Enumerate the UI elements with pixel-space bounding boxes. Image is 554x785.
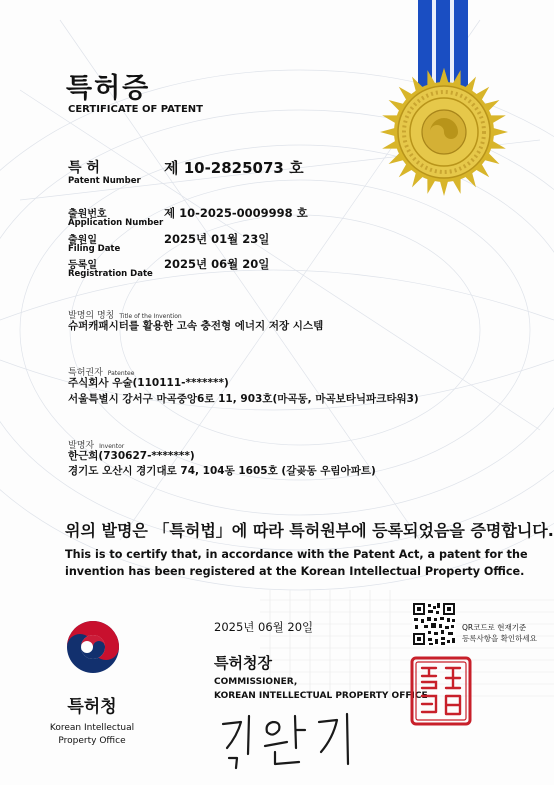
qr-code-icon[interactable] <box>412 602 456 646</box>
signature-image <box>215 708 365 770</box>
patent-label: 특 허 <box>68 160 100 176</box>
statement-en-line1: This is to certify that, in accordance with the Patent Act, a patent for the <box>65 548 528 561</box>
commissioner-title: 특허청장 <box>214 654 272 672</box>
office-name: 특허청 <box>67 697 117 717</box>
invention-label-en: Title of the Invention <box>119 313 182 320</box>
inventor-label: 발명자 <box>68 441 95 451</box>
application-label-en: Application Number <box>68 218 164 228</box>
certification-statement-en <box>65 546 528 580</box>
qr-note <box>462 622 537 644</box>
issue-date: 2025년 06월 20일 <box>214 620 314 634</box>
patentee-address: 서울특별시 강서구 마곡중앙6로 11, 903호(마곡동, 마곡보타닉파크타워3) <box>68 393 419 405</box>
patentee-label-en: Patentee <box>107 370 135 377</box>
application-number: 제 10-2025-0009998 호 <box>164 206 308 220</box>
filing-label-en: Filing Date <box>68 244 121 254</box>
certificate-title-en: CERTIFICATE OF PATENT <box>68 104 203 115</box>
patentee-name: 주식회사 우술(110111-*******) <box>68 377 229 389</box>
patentee-label: 특허권자 <box>68 368 103 378</box>
patent-label-en: Patent Number <box>68 176 141 186</box>
commissioner-title-en <box>214 675 428 703</box>
invention-label: 발명의 명칭 <box>68 311 115 321</box>
invention-title: 슈퍼캐패시터를 활용한 고속 충전형 에너지 저장 시스템 <box>68 320 324 332</box>
application-label: 출원번호 <box>68 209 107 220</box>
inventor-address: 경기도 오산시 경기대로 74, 104동 1605호 (갈곶동 우림아파트) <box>68 465 376 477</box>
office-name-en <box>0 722 184 748</box>
commissioner-en-line1: COMMISSIONER, <box>214 677 298 687</box>
office-name-en-line1: Korean Intellectual <box>49 723 135 733</box>
certification-statement-ko: 위의 발명은 「특허법」에 따라 특허원부에 등록되었음을 증명합니다. <box>65 521 554 540</box>
certificate-title: 특허증 <box>66 73 151 104</box>
statement-en-line2: invention has been registered at the Korean Intellectual Property Office. <box>65 565 525 578</box>
qr-note-line1: QR코드로 현재기준 <box>462 623 527 632</box>
official-stamp-icon <box>410 656 472 726</box>
registration-label: 등록일 <box>68 260 97 271</box>
registration-date: 2025년 06월 20일 <box>164 257 270 271</box>
inventor-name: 한근희(730627-*******) <box>68 450 195 462</box>
commissioner-en-line2: KOREAN INTELLECTUAL PROPERTY OFFICE <box>214 691 428 701</box>
qr-note-line2: 등록사항을 확인하세요 <box>462 634 537 643</box>
kipo-logo-icon <box>66 620 120 674</box>
filing-label: 출원일 <box>68 235 97 246</box>
inventor-label-en: Inventor <box>99 443 125 450</box>
filing-date: 2025년 01월 23일 <box>164 232 270 246</box>
gold-seal-icon <box>380 68 508 196</box>
registration-label-en: Registration Date <box>68 269 153 279</box>
office-name-en-line2: Property Office <box>58 736 126 746</box>
patent-number: 제 10-2825073 호 <box>164 159 304 177</box>
